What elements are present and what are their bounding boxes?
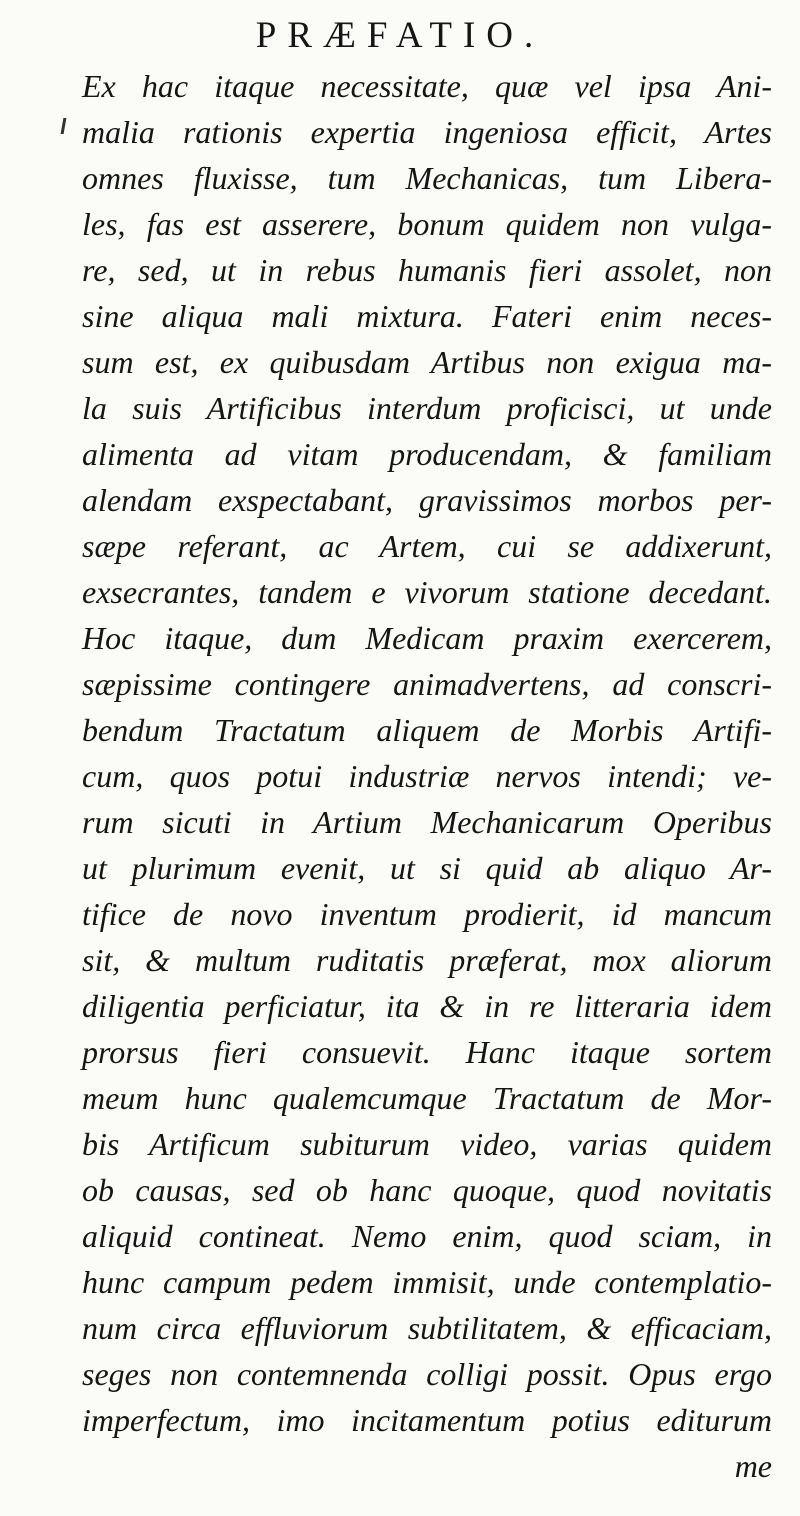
text-line: imperfectum, imo incitamentum potius editurum xyxy=(82,1402,772,1438)
text-line: aliquid contineat. Nemo enim, quod sciam, in xyxy=(82,1218,772,1254)
text-line: prorsus fieri consuevit. Hanc itaque sortem xyxy=(82,1034,772,1070)
text-line: re, sed, ut in rebus humanis fieri assolet, non xyxy=(82,252,772,288)
page-header: PRÆFATIO. xyxy=(255,15,545,56)
text-line: ob causas, sed ob hanc quoque, quod novitatis xyxy=(82,1172,772,1208)
text-line: tifice de novo inventum prodierit, id mancum xyxy=(82,896,772,932)
text-line: Hoc itaque, dum Medicam praxim exercerem, xyxy=(82,620,772,656)
text-line: alimenta ad vitam producendam, & familiam xyxy=(82,436,772,472)
text-line: Ex hac itaque necessitate, quæ vel ipsa Ani- xyxy=(82,68,772,104)
text-line: malia rationis expertia ingeniosa efficit, Artes xyxy=(82,114,772,150)
text-line: sine aliqua mali mixtura. Fateri enim neces- xyxy=(82,298,772,334)
text-line: diligentia perficiatur, ita & in re litteraria idem xyxy=(82,988,772,1024)
text-line: exsecrantes, tandem e vivorum statione decedant. xyxy=(82,574,772,610)
text-line: les, fas est asserere, bonum quidem non vulga- xyxy=(82,206,772,242)
text-line: sit, & multum ruditatis præferat, mox aliorum xyxy=(82,942,772,978)
text-line: sum est, ex quibusdam Artibus non exigua ma- xyxy=(82,344,772,380)
text-line: sæpe referant, ac Artem, cui se addixerunt, xyxy=(82,528,772,564)
text-line: bendum Tractatum aliquem de Morbis Artifi- xyxy=(82,712,772,748)
text-line: alendam exspectabant, gravissimos morbos per- xyxy=(82,482,772,518)
text-line: ut plurimum evenit, ut si quid ab aliquo Ar- xyxy=(82,850,772,886)
text-line: la suis Artificibus interdum proficisci, ut unde xyxy=(82,390,772,426)
text-line: omnes fluxisse, tum Mechanicas, tum Libera- xyxy=(82,160,772,196)
margin-mark xyxy=(61,118,67,134)
catchword: me xyxy=(734,1448,772,1484)
text-line: hunc campum pedem immisit, unde contemplatio- xyxy=(82,1264,772,1300)
text-line: sæpissime contingere animadvertens, ad conscri- xyxy=(82,666,772,702)
text-line: cum, quos potui industriæ nervos intendi; ve- xyxy=(82,758,772,794)
text-line: meum hunc qualemcumque Tractatum de Mor- xyxy=(82,1080,772,1116)
text-line: bis Artificum subiturum video, varias quidem xyxy=(82,1126,772,1162)
text-line: num circa effluviorum subtilitatem, & efficaciam, xyxy=(82,1310,772,1346)
text-line: rum sicuti in Artium Mechanicarum Operibus xyxy=(82,804,772,840)
text-line: seges non contemnenda colligi possit. Opus ergo xyxy=(82,1356,772,1392)
